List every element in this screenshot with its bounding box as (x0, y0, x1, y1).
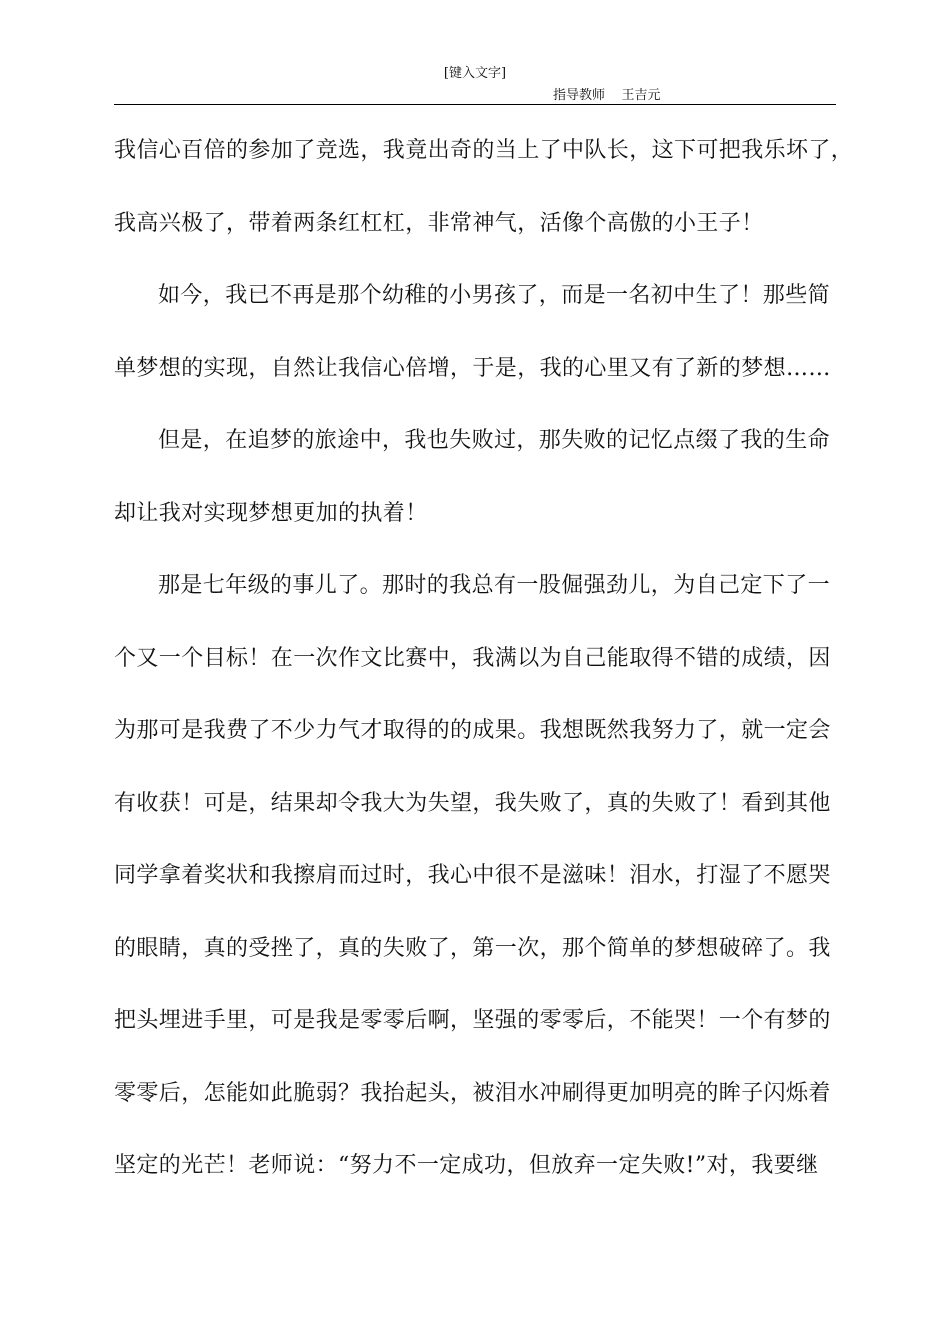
text-line-2: 我高兴极了，带着两条红杠杠，非常神气，活像个高傲的小王子！ (114, 210, 764, 236)
header-divider (114, 104, 836, 105)
text-line-1: 我信心百倍的参加了竞选，我竟出奇的当上了中队长，这下可把我乐坏了， (114, 138, 854, 163)
text-line-3: 如今，我已不再是那个幼稚的小男孩了，而是一名初中生了！那些简 (158, 283, 831, 308)
text-line-9: 为那可是我费了不少力气才取得的的成果。我想既然我努力了，就一定会 (114, 718, 831, 743)
essay-body (114, 127, 854, 1215)
text-line-4: 单梦想的实现，自然让我信心倍增，于是，我的心里又有了新的梦想…… (114, 355, 831, 381)
text-line-11: 同学拿着奖状和我擦肩而过时，我心中很不是滋味！泪水，打湿了不愿哭 (114, 863, 831, 888)
text-line-15: 坚定的光芒！老师说：“努力不一定成功，但放弃一定失败!”对，我要继 (114, 1153, 819, 1178)
text-line-7: 那是七年级的事儿了。那时的我总有一股倔强劲儿，为自己定下了一 (158, 573, 831, 598)
text-line-8: 个又一个目标！在一次作文比赛中，我满以为自己能取得不错的成绩，因 (114, 645, 831, 671)
text-line-6: 却让我对实现梦想更加的执着！ (114, 500, 428, 526)
text-line-5: 但是，在追梦的旅途中，我也失败过，那失败的记忆点缀了我的生命 (158, 428, 831, 453)
text-line-12: 的眼睛，真的受挫了，真的失败了，第一次，那个简单的梦想破碎了。我 (114, 935, 831, 961)
text-line-14: 零零后，怎能如此脆弱？我抬起头，被泪水冲刷得更加明亮的眸子闪烁着 (114, 1080, 831, 1106)
header-teacher-name: 指导教师 王吉元 (553, 88, 661, 103)
text-line-10: 有收获！可是，结果却令我大为失望，我失败了，真的失败了！看到其他 (114, 790, 831, 816)
text-line-13: 把头埋进手里，可是我是零零后啊，坚强的零零后，不能哭！一个有梦的 (114, 1008, 831, 1033)
header-placeholder-text: [键入文字] (443, 66, 507, 81)
